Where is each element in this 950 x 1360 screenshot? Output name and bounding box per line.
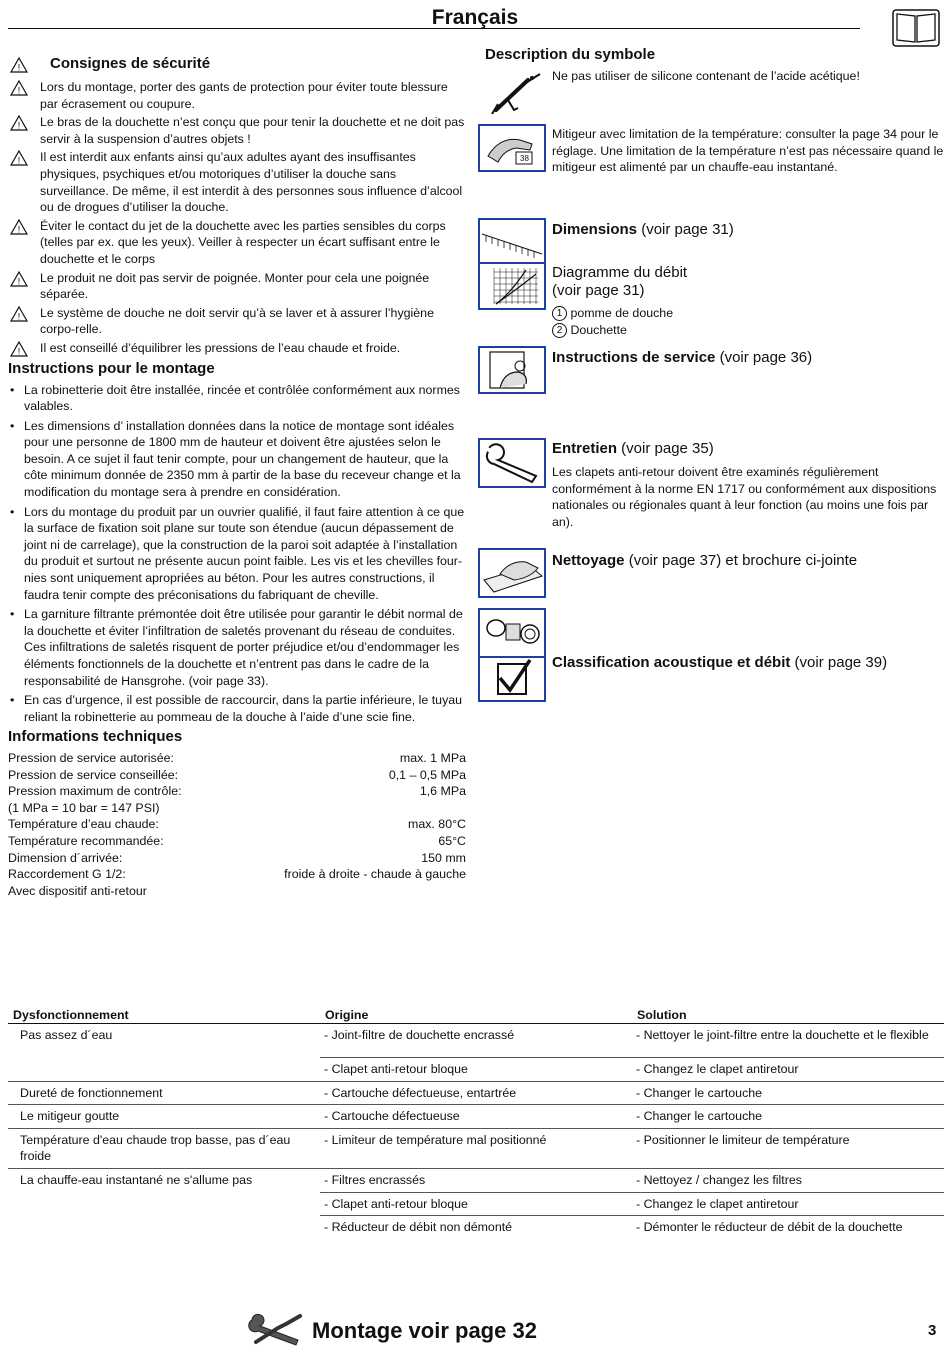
safety-item-text: Le bras de la douchette n’est conçu que pour tenir la douchette et ne doit pas servir à la suspension d’autres objets ! <box>40 115 465 146</box>
spec-value: max. 80°C <box>408 817 466 832</box>
safety-item <box>8 218 466 268</box>
warning-icon <box>8 80 30 96</box>
spec-row <box>8 883 466 900</box>
tech-heading: Informations techniques <box>8 728 183 746</box>
spec-row <box>8 800 466 817</box>
montage-footer-link: Montage voir page 32 <box>312 1318 537 1343</box>
classif-label: Classification acoustique et débit <box>552 654 791 671</box>
parts-icon <box>478 608 546 658</box>
table-header-row <box>8 1006 944 1024</box>
left-column <box>8 56 466 899</box>
spec-row <box>8 750 466 767</box>
service-line <box>552 350 944 367</box>
tech-specs <box>8 750 466 899</box>
symbols-heading: Description du symbole <box>485 46 656 63</box>
checkbox-icon <box>478 656 546 702</box>
table-row <box>8 1024 944 1058</box>
svg-text:!: ! <box>17 155 21 166</box>
safety-list <box>8 79 466 357</box>
book-icon <box>892 9 940 47</box>
montage-item <box>8 692 466 725</box>
safety-item <box>8 114 466 147</box>
debit-legend-1 <box>552 305 944 322</box>
montage-item-text: La robinetterie doit être installée, rincée et contrôlée conformément aux normes valables. <box>24 382 460 414</box>
warning-icon <box>8 57 30 73</box>
solution-cell: - Changez le clapet antiretour <box>632 1058 944 1082</box>
montage-item <box>8 504 466 604</box>
svg-text:!: ! <box>17 120 21 131</box>
nettoyage-line <box>552 553 944 570</box>
safety-item-text: Éviter le contact du jet de la douchette avec les parties sensibles du corps (telles par ex. que les yeux). Veiller à respecter un écart suffisant entre le douchette et le corps <box>40 218 446 266</box>
solution-cell: - Changer le cartouche <box>632 1081 944 1105</box>
entretien-ref: (voir page 35) <box>617 440 714 457</box>
temperature-limit-icon <box>478 124 546 172</box>
table-row <box>8 1128 944 1168</box>
bullet-icon: • <box>10 504 15 519</box>
svg-text:!: ! <box>17 346 21 357</box>
montage-item <box>8 606 466 689</box>
spec-label: Dimension d´arrivée: <box>8 850 123 865</box>
origin-cell: - Réducteur de débit non démonté <box>320 1216 632 1239</box>
origin-cell: - Clapet anti-retour bloque <box>320 1058 632 1082</box>
solution-cell: - Changer le cartouche <box>632 1105 944 1129</box>
montage-item <box>8 418 466 501</box>
flow-diagram-icon <box>478 262 546 310</box>
safety-item-text: Le produit ne doit pas servir de poignée. Monter pour cela une poignée séparée. <box>40 270 430 302</box>
warning-icon <box>8 341 30 357</box>
svg-text:!: ! <box>17 276 21 287</box>
col-header-fault: Dysfonctionnement <box>8 1006 320 1024</box>
montage-item-text: En cas d’urgence, il est possible de raccourcir, dans la partie inférieure, le tuyau reliant la robinetterie au pommeau de la douche à l’aide d’une scie fine. <box>24 693 463 724</box>
fault-cell: La chauffe-eau instantané ne s'allume pas <box>8 1168 320 1192</box>
wrench-icon <box>478 438 546 488</box>
origin-cell: - Clapet anti-retour bloque <box>320 1192 632 1216</box>
safety-item <box>8 149 466 215</box>
spec-label: Pression de service conseillée: <box>8 767 179 782</box>
bullet-icon: • <box>10 382 15 397</box>
fault-cell: Dureté de fonctionnement <box>8 1081 320 1105</box>
spec-value: 1,6 MPa <box>419 784 466 799</box>
spec-value: max. 1 MPa <box>399 750 466 765</box>
bullet-icon: • <box>10 693 15 708</box>
table-row <box>8 1216 944 1239</box>
svg-text:!: ! <box>17 62 21 73</box>
entretien-label: Entretien <box>552 440 618 457</box>
debit-heading: Diagramme du débit <box>552 264 688 281</box>
spec-row <box>8 866 466 883</box>
safety-item <box>8 270 466 303</box>
bullet-icon: • <box>10 418 15 433</box>
warning-icon <box>8 271 30 287</box>
fault-cell <box>8 1058 320 1082</box>
circled-number-1: 1 <box>552 306 567 321</box>
warning-icon <box>8 219 30 235</box>
debit-item-1: pomme de douche <box>570 306 674 320</box>
spec-label: Raccordement G 1/2: <box>8 867 126 882</box>
service-label: Instructions de service <box>552 349 716 366</box>
safety-item <box>8 340 466 357</box>
solution-cell: - Nettoyez / changez les filtres <box>632 1168 944 1192</box>
spec-label: Pression de service autorisée: <box>8 750 174 765</box>
table-row <box>8 1168 944 1192</box>
spec-row <box>8 816 466 833</box>
table-row <box>8 1192 944 1216</box>
dimensions-ref: (voir page 31) <box>637 221 734 238</box>
service-ref: (voir page 36) <box>715 349 813 366</box>
table-row <box>8 1105 944 1129</box>
svg-text:!: ! <box>17 224 21 235</box>
debit-legend-2 <box>552 322 944 339</box>
solution-cell: - Nettoyer le joint-filtre entre la douchette et le flexible <box>636 1028 929 1042</box>
fault-cell <box>8 1192 320 1216</box>
origin-cell: - Cartouche défectueuse, entartrée <box>320 1081 632 1105</box>
warning-icon <box>8 150 30 166</box>
spec-row <box>8 850 466 867</box>
silicone-gun-icon <box>488 70 546 116</box>
table-row <box>8 1058 944 1082</box>
origin-cell: - Filtres encrassés <box>320 1168 632 1192</box>
dimensions-label: Dimensions <box>552 221 638 238</box>
montage-item-text: Les dimensions d’ installation données dans la notice de montage sont idéales pour une personne de 1800 mm de hauteur et doivent être ajustées selon le besoin. A ce sujet il faut tenir compte, pour un changement de hauteur, que la côte minimum donnée de 2350 mm à partir de la base du receveur change et la modification du montage sera à prendre en considération. <box>24 418 461 500</box>
svg-text:!: ! <box>17 311 21 322</box>
solution-cell: - Changez le clapet antiretour <box>632 1192 944 1216</box>
safety-item-text: Lors du montage, porter des gants de protection pour éviter toute blessure par écrasement ou coupure. <box>40 80 448 111</box>
spec-label: Température d’eau chaude: <box>8 817 159 832</box>
dimensions-icon <box>478 218 546 264</box>
debit-item-2: Douchette <box>570 323 627 337</box>
spec-label: (1 MPa = 10 bar = 147 PSI) <box>8 800 160 815</box>
page-number: 3 <box>928 1322 937 1339</box>
spec-value: 150 mm <box>421 850 466 865</box>
spec-row <box>8 767 466 784</box>
table-row <box>8 1081 944 1105</box>
montage-item <box>8 382 466 415</box>
fault-cell: Température d'eau chaude trop basse, pas d´eau froide <box>8 1128 320 1168</box>
entretien-line <box>552 441 944 458</box>
nettoyage-ref: (voir page 37) et brochure ci-jointe <box>624 552 858 569</box>
debit-ref: (voir page 31) <box>552 282 645 299</box>
origin-cell: - Joint-filtre de douchette encrassé <box>324 1028 515 1042</box>
classif-ref: (voir page 39) <box>790 654 888 671</box>
safety-item-text: Il est interdit aux enfants ainsi qu’aux adultes ayant des insuffisantes physiques, psychiques et/ou motoriques d’utiliser la douche sans surveillance. De même, il est interdit à des personnes sous influence d’alcool ou de drogues d’utiliser la douche. <box>40 150 463 215</box>
spec-value: 65°C <box>438 833 466 848</box>
spec-row <box>8 783 466 800</box>
silicone-text: Ne pas utiliser de silicone contenant de l’acide acétique! <box>552 69 860 83</box>
spec-label: Température recommandée: <box>8 833 164 848</box>
classif-line <box>552 655 944 672</box>
spec-label: Pression maximum de contrôle: <box>8 784 182 799</box>
entretien-text: Les clapets anti-retour doivent être examinés régulièrement conformément à la norme EN 1717 ou conformément aux dispositions nationales ou régionales quant à leur fonction (au moins une fois par an). <box>552 465 937 529</box>
tools-icon <box>248 1310 304 1348</box>
title-divider <box>8 28 860 29</box>
origin-cell: - Cartouche défectueuse <box>320 1105 632 1129</box>
safety-heading: Consignes de sécurité <box>50 55 211 72</box>
warning-icon <box>8 306 30 322</box>
cleaning-icon <box>478 548 546 598</box>
bullet-icon: • <box>10 607 15 622</box>
nettoyage-label: Nettoyage <box>552 552 625 569</box>
page-title: Français <box>431 6 519 29</box>
spec-value: froide à droite - chaude à gauche <box>284 867 466 882</box>
spec-value: 0,1 – 0,5 MPa <box>388 767 466 782</box>
safety-item <box>8 305 466 338</box>
montage-list <box>8 382 466 726</box>
svg-text:!: ! <box>17 85 21 96</box>
spec-row <box>8 833 466 850</box>
troubleshoot-table <box>8 1006 944 1239</box>
solution-cell: - Démonter le réducteur de débit de la douchette <box>632 1216 944 1239</box>
col-header-origin: Origine <box>320 1006 632 1024</box>
montage-item-text: Lors du montage du produit par un ouvrier qualifié, il faut faire attention à ce que la surface de fixation soit plane sur toute son étendue (aucun dépassement de joint ni de carrelage), que la construction de la paroi soit adaptée à l’installation du produit et surtout ne présente aucun point faible. Les vis et les chevilles four-nies sont uniquement apropriées au béton. Pour les autres constructions, il faudra tenir compte des préconisations du fabriquant de cheville. <box>24 504 465 602</box>
service-instructions-icon <box>478 346 546 394</box>
spec-label: Avec dispositif anti-retour <box>8 883 147 898</box>
fault-cell: Pas assez d´eau <box>20 1028 113 1042</box>
montage-item-text: La garniture filtrante prémontée doit être utilisée pour garantir le débit normal de la douchette et éviter l’infiltration de saletés provenant du réseau de conduites. Ces infiltrations de saletés risquent de porter préjudice et/ou d’endommager les éléments fonctionnels de la douchette et n’entrent pas dans le cadre de la responsabilité de Hansgrohe. (voir page 33). <box>24 607 463 688</box>
fault-cell: Le mitigeur goutte <box>8 1105 320 1129</box>
mitigeur-text: Mitigeur avec limitation de la température: consulter la page 34 pour le réglage. Une limitation de la température n’est pas nécessaire quand le mitigeur est alimenté par un chauffe-eau instantané. <box>552 127 944 175</box>
solution-cell: - Positionner le limiteur de température <box>632 1128 944 1168</box>
safety-item-text: Il est conseillé d’équilibrer les pressions de l’eau chaude et froide. <box>40 340 401 355</box>
origin-cell: - Limiteur de température mal positionné <box>320 1128 632 1168</box>
warning-icon <box>8 115 30 131</box>
safety-item-text: Le système de douche ne doit servir qu’à se laver et à assurer l’hygiène corpo-relle. <box>40 305 434 337</box>
circled-number-2: 2 <box>552 323 567 338</box>
montage-heading: Instructions pour le montage <box>8 359 215 377</box>
safety-item <box>8 79 466 112</box>
thermo-label: 38 <box>520 154 529 163</box>
dimensions-line <box>552 222 944 239</box>
col-header-solution: Solution <box>632 1006 944 1024</box>
fault-cell <box>8 1216 320 1239</box>
